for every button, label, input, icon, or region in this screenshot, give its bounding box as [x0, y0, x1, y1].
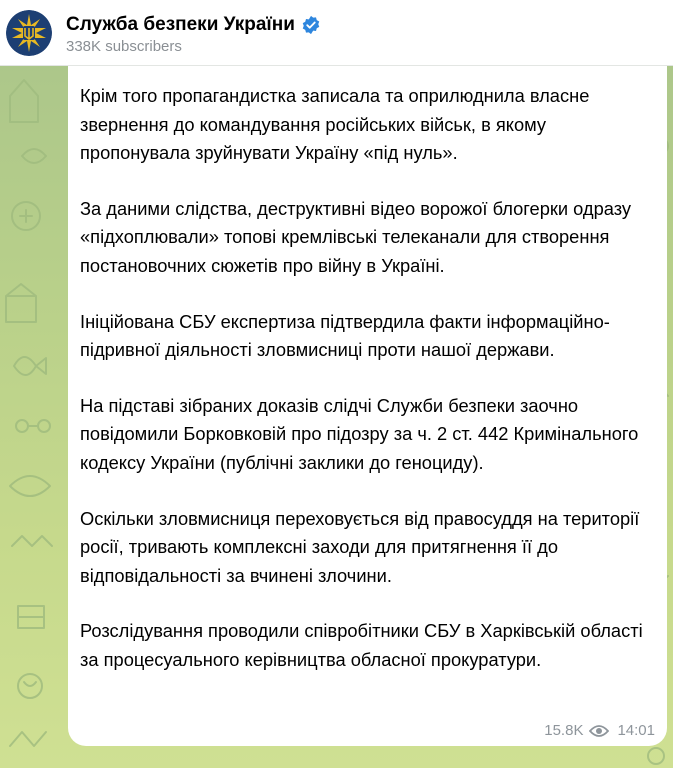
message-paragraph: Оскільки зловмисниця переховується від правосуддя на території росії, тривають комплексні заходи для притягнення її до відповідальності за вчинені злочини. — [80, 507, 640, 586]
view-count: 15.8K — [544, 722, 584, 739]
message-paragraph: Розслідування проводили співробітники СБУ в Харківській області за процесуального керівництва обласної прокуратури. — [80, 620, 643, 670]
message-bubble[interactable] — [68, 66, 667, 746]
subscriber-count: 338K subscribers — [66, 38, 182, 55]
channel-header[interactable] — [0, 0, 673, 66]
channel-title[interactable]: Служба безпеки України — [66, 14, 295, 35]
eye-icon — [589, 724, 609, 738]
message-meta — [544, 722, 655, 739]
message-paragraph: Ініційована СБУ експертиза підтвердила факти інформаційно-підривної діяльності зловмисниці проти нашої держави. — [80, 310, 610, 361]
message-time: 14:01 — [617, 722, 655, 739]
sbu-emblem-icon[interactable] — [6, 10, 52, 56]
message-text — [80, 82, 655, 675]
verified-badge-icon — [301, 15, 321, 35]
message-paragraph: На підставі зібраних доказів слідчі Служби безпеки заочно повідомили Борковковій про підозру за ч. 2 ст. 442 Кримінального кодексу України (публічні заклики до геноциду). — [80, 394, 639, 473]
message-paragraph: Крім того пропагандистка записала та оприлюднила власне звернення до командування російських військ, в якому пропонувала зруйнувати Україну «під нуль». — [80, 85, 590, 164]
message-paragraph: За даними слідства, деструктивні відео ворожої блогерки одразу «підхоплювали» топові кремлівські телеканали для створення постановочних сюжетів про війну в Україні. — [80, 197, 632, 276]
